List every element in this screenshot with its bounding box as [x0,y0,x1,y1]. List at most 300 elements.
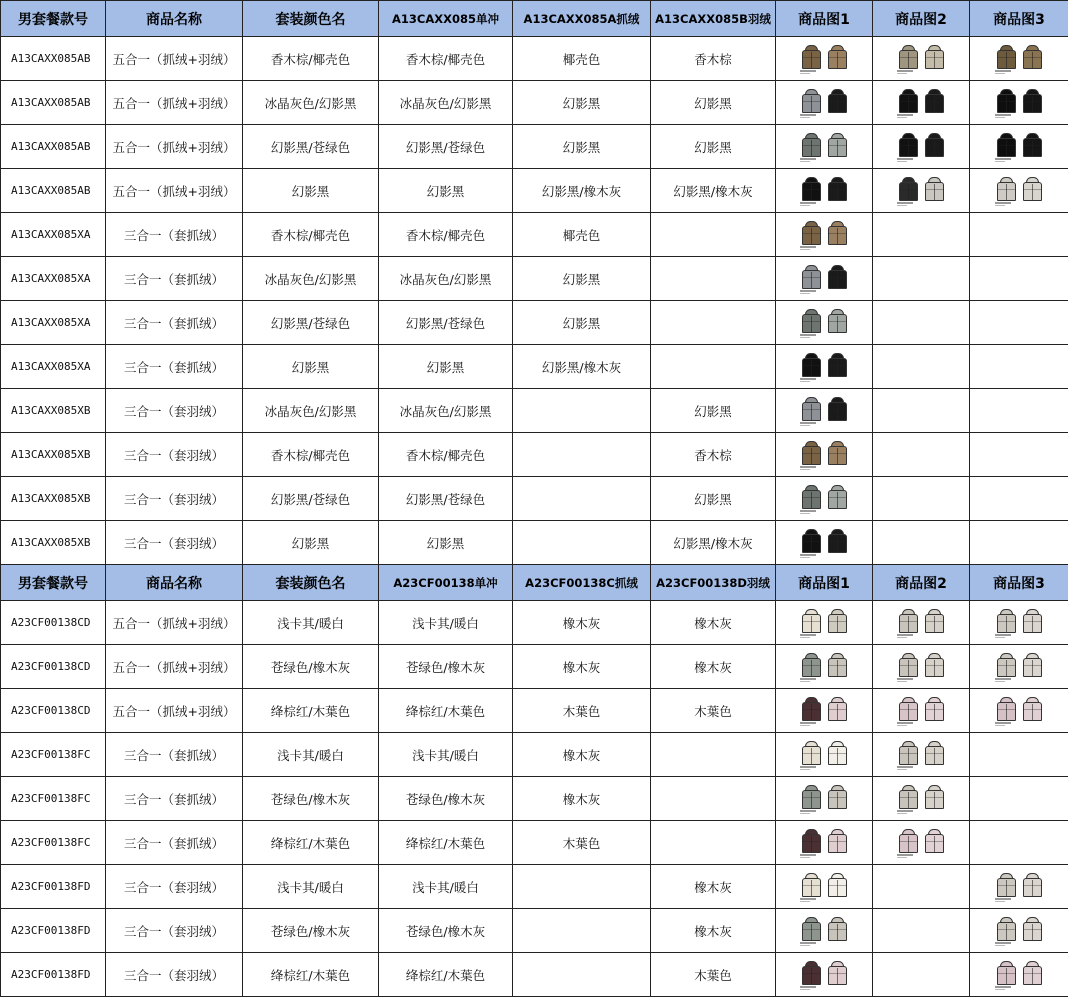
product-name-cell: 三合一（套羽绒） [106,521,243,565]
product-name-cell: 三合一（套抓绒） [106,301,243,345]
jacket-icon [800,917,823,944]
product-image-cell [776,821,873,865]
shell-color-cell: 苍绿色/橡木灰 [379,909,513,953]
product-image-cell [873,81,970,125]
jacket-icon [826,265,849,292]
column-header: 商品图2 [873,565,970,601]
down-color-cell: 幻影黑/橡木灰 [651,169,776,213]
table-row [1,257,1068,301]
shell-color-cell: 幻影黑/苍绿色 [379,477,513,521]
jacket-icon [826,829,849,856]
product-image-cell [873,477,970,521]
shell-color-cell: 香木棕/椰壳色 [379,433,513,477]
jacket-icon [897,741,920,768]
jacket-icon [800,265,823,292]
down-color-cell: 幻影黑 [651,125,776,169]
product-image [970,653,1068,680]
down-color-cell [651,301,776,345]
product-name-cell: 三合一（套抓绒） [106,213,243,257]
table-row [1,389,1068,433]
style-code-cell: A23CF00138FD [1,865,106,909]
down-color-cell [651,345,776,389]
product-image-cell [873,37,970,81]
fleece-color-cell [513,433,651,477]
down-color-cell [651,821,776,865]
jacket-icon [800,89,823,116]
product-image-cell [970,909,1068,953]
jacket-icon [826,785,849,812]
jacket-icon [923,89,946,116]
jacket-icon [1021,609,1044,636]
jacket-icon [826,485,849,512]
fleece-color-cell: 橡木灰 [513,777,651,821]
jacket-icon [1021,177,1044,204]
style-code-cell: A23CF00138CD [1,645,106,689]
jacket-icon [897,653,920,680]
product-image-cell [970,37,1068,81]
jacket-icon [826,353,849,380]
column-header: 商品名称 [106,1,243,37]
down-color-cell: 幻影黑 [651,389,776,433]
jacket-icon [826,697,849,724]
jacket-icon [826,961,849,988]
product-image [873,653,969,680]
column-header: A23CF00138C抓绒 [513,565,651,601]
jacket-icon [800,961,823,988]
table-row [1,433,1068,477]
jacket-icon [995,133,1018,160]
product-image-cell [873,213,970,257]
product-image [776,441,872,468]
down-color-cell: 香木棕 [651,37,776,81]
jacket-icon [826,917,849,944]
product-image-cell [776,777,873,821]
style-code-cell: A23CF00138FD [1,909,106,953]
product-image-cell [776,433,873,477]
shell-color-cell: 幻影黑 [379,521,513,565]
product-image-cell [873,953,970,997]
product-image-cell [873,389,970,433]
jacket-icon [995,609,1018,636]
fleece-color-cell: 木葉色 [513,689,651,733]
jacket-icon [1021,653,1044,680]
product-image-cell [873,733,970,777]
set-color-cell: 幻影黑 [243,521,379,565]
shell-color-cell: 绛棕红/木葉色 [379,953,513,997]
set-color-cell: 幻影黑/苍绿色 [243,477,379,521]
product-image-cell [873,257,970,301]
jacket-icon [826,177,849,204]
style-code-cell: A13CAXX085XA [1,345,106,389]
jacket-icon [826,741,849,768]
product-image-cell [970,301,1068,345]
jacket-icon [800,353,823,380]
down-color-cell: 木葉色 [651,689,776,733]
product-image [776,265,872,292]
jacket-icon [923,653,946,680]
set-color-cell: 绛棕红/木葉色 [243,689,379,733]
jacket-icon [800,697,823,724]
product-image-cell [970,477,1068,521]
product-image-cell [776,125,873,169]
column-header: 商品图1 [776,1,873,37]
product-image-cell [776,909,873,953]
style-code-cell: A13CAXX085XB [1,389,106,433]
shell-color-cell: 幻影黑 [379,345,513,389]
shell-color-cell: 苍绿色/橡木灰 [379,777,513,821]
jacket-icon [923,133,946,160]
column-header: A23CF00138D羽绒 [651,565,776,601]
shell-color-cell: 冰晶灰色/幻影黑 [379,389,513,433]
product-image-cell [970,125,1068,169]
product-image-cell [776,301,873,345]
product-image [776,741,872,768]
table-row [1,125,1068,169]
table-row [1,909,1068,953]
set-color-cell: 香木棕/椰壳色 [243,213,379,257]
jacket-icon [995,961,1018,988]
product-image [776,353,872,380]
jacket-icon [800,441,823,468]
set-color-cell: 冰晶灰色/幻影黑 [243,389,379,433]
product-image-cell [970,777,1068,821]
column-header: 商品名称 [106,565,243,601]
product-image [776,829,872,856]
down-color-cell: 橡木灰 [651,645,776,689]
product-image [776,697,872,724]
product-image-cell [970,257,1068,301]
table-row [1,301,1068,345]
set-color-cell: 苍绿色/橡木灰 [243,777,379,821]
jacket-icon [800,529,823,556]
style-code-cell: A13CAXX085XB [1,433,106,477]
style-code-cell: A13CAXX085XA [1,301,106,345]
product-image [776,961,872,988]
product-image [873,785,969,812]
product-image-cell [776,645,873,689]
product-image [776,529,872,556]
fleece-color-cell: 橡木灰 [513,601,651,645]
fleece-color-cell: 幻影黑 [513,81,651,125]
fleece-color-cell: 木葉色 [513,821,651,865]
jacket-icon [897,609,920,636]
style-code-cell: A23CF00138CD [1,601,106,645]
product-image-cell [970,689,1068,733]
product-image-cell [873,645,970,689]
jacket-icon [826,133,849,160]
fleece-color-cell: 幻影黑/橡木灰 [513,345,651,389]
shell-color-cell: 绛棕红/木葉色 [379,689,513,733]
product-image [776,397,872,424]
product-image-cell [970,345,1068,389]
shell-color-cell: 幻影黑/苍绿色 [379,301,513,345]
jacket-icon [923,609,946,636]
down-color-cell: 香木棕 [651,433,776,477]
product-name-cell: 三合一（套抓绒） [106,257,243,301]
jacket-icon [1021,45,1044,72]
product-name-cell: 三合一（套抓绒） [106,345,243,389]
product-image-cell [970,169,1068,213]
table-row [1,477,1068,521]
column-header: 商品图1 [776,565,873,601]
jacket-icon [995,45,1018,72]
down-color-cell: 木葉色 [651,953,776,997]
table-row [1,689,1068,733]
jacket-icon [923,697,946,724]
product-image-cell [776,953,873,997]
product-image-cell [970,213,1068,257]
table-row [1,865,1068,909]
shell-color-cell: 香木棕/椰壳色 [379,37,513,81]
product-image [776,917,872,944]
table-row [1,777,1068,821]
set-color-cell: 幻影黑 [243,169,379,213]
style-code-cell: A13CAXX085AB [1,37,106,81]
product-image [776,609,872,636]
style-code-cell: A23CF00138FD [1,953,106,997]
product-image-cell [776,37,873,81]
fleece-color-cell: 幻影黑 [513,301,651,345]
set-color-cell: 香木棕/椰壳色 [243,37,379,81]
jacket-icon [800,785,823,812]
jacket-icon [826,609,849,636]
jacket-icon [923,829,946,856]
product-image-cell [970,601,1068,645]
table-row [1,345,1068,389]
set-color-cell: 绛棕红/木葉色 [243,953,379,997]
product-image-cell [776,389,873,433]
product-image-cell [970,953,1068,997]
column-header: 商品图2 [873,1,970,37]
shell-color-cell: 冰晶灰色/幻影黑 [379,257,513,301]
jacket-icon [800,873,823,900]
product-image [873,697,969,724]
shell-color-cell: 浅卡其/暖白 [379,733,513,777]
product-image-cell [873,521,970,565]
product-image [970,961,1068,988]
product-image-cell [776,477,873,521]
product-image-cell [970,733,1068,777]
style-code-cell: A13CAXX085XA [1,213,106,257]
jacket-icon [923,741,946,768]
product-image [776,485,872,512]
style-code-cell: A23CF00138FC [1,821,106,865]
product-image-cell [776,521,873,565]
style-code-cell: A13CAXX085XB [1,521,106,565]
set-color-cell: 幻影黑/苍绿色 [243,125,379,169]
jacket-icon [826,309,849,336]
jacket-icon [800,309,823,336]
jacket-icon [826,873,849,900]
product-name-cell: 三合一（套羽绒） [106,433,243,477]
set-color-cell: 幻影黑/苍绿色 [243,301,379,345]
product-image-cell [776,213,873,257]
column-header: 男套餐款号 [1,1,106,37]
product-name-cell: 五合一（抓绒+羽绒） [106,689,243,733]
product-image-cell [873,865,970,909]
jacket-icon [826,89,849,116]
down-color-cell: 橡木灰 [651,909,776,953]
jacket-icon [826,441,849,468]
jacket-icon [826,221,849,248]
fleece-color-cell [513,521,651,565]
fleece-color-cell [513,865,651,909]
product-image-cell [873,777,970,821]
product-name-cell: 三合一（套抓绒） [106,821,243,865]
header-row [1,565,1068,601]
product-image-cell [873,301,970,345]
product-image-cell [776,81,873,125]
jacket-icon [800,741,823,768]
jacket-icon [923,45,946,72]
set-color-cell: 浅卡其/暖白 [243,865,379,909]
product-image-cell [776,169,873,213]
product-image [970,45,1068,72]
product-image-cell [970,865,1068,909]
header-row [1,1,1068,37]
set-color-cell: 苍绿色/橡木灰 [243,645,379,689]
jacket-icon [1021,697,1044,724]
product-image-cell [873,909,970,953]
product-name-cell: 五合一（抓绒+羽绒） [106,125,243,169]
style-code-cell: A13CAXX085XA [1,257,106,301]
jacket-icon [826,397,849,424]
product-image-cell [873,689,970,733]
fleece-color-cell: 椰壳色 [513,213,651,257]
down-color-cell: 幻影黑 [651,81,776,125]
table-row [1,821,1068,865]
jacket-icon [1021,133,1044,160]
product-image [873,133,969,160]
shell-color-cell: 幻影黑 [379,169,513,213]
product-image-cell [873,821,970,865]
column-header: 商品图3 [970,565,1068,601]
jacket-icon [800,177,823,204]
product-name-cell: 三合一（套羽绒） [106,909,243,953]
jacket-icon [923,177,946,204]
fleece-color-cell: 椰壳色 [513,37,651,81]
jacket-icon [897,89,920,116]
product-image [873,741,969,768]
product-image [873,829,969,856]
product-image-cell [776,257,873,301]
product-image [970,873,1068,900]
down-color-cell: 橡木灰 [651,865,776,909]
style-code-cell: A13CAXX085AB [1,169,106,213]
product-image-cell [776,865,873,909]
set-color-cell: 浅卡其/暖白 [243,733,379,777]
jacket-icon [897,785,920,812]
shell-color-cell: 绛棕红/木葉色 [379,821,513,865]
product-image [776,309,872,336]
column-header: 男套餐款号 [1,565,106,601]
product-image-cell [873,125,970,169]
product-image [873,45,969,72]
jacket-icon [897,133,920,160]
table-row [1,37,1068,81]
table-row [1,521,1068,565]
product-image-cell [776,689,873,733]
product-image-cell [970,645,1068,689]
product-image-cell [970,821,1068,865]
fleece-color-cell: 幻影黑/橡木灰 [513,169,651,213]
jacket-icon [1021,961,1044,988]
set-color-cell: 幻影黑 [243,345,379,389]
jacket-icon [995,177,1018,204]
set-color-cell: 冰晶灰色/幻影黑 [243,81,379,125]
jacket-icon [800,609,823,636]
jacket-icon [800,829,823,856]
style-code-cell: A13CAXX085XB [1,477,106,521]
jacket-icon [1021,917,1044,944]
product-image-cell [873,433,970,477]
product-image [970,177,1068,204]
fleece-color-cell [513,389,651,433]
product-image-cell [970,81,1068,125]
product-name-cell: 五合一（抓绒+羽绒） [106,601,243,645]
table-row [1,645,1068,689]
product-name-cell: 五合一（抓绒+羽绒） [106,37,243,81]
set-color-cell: 绛棕红/木葉色 [243,821,379,865]
product-image-cell [776,733,873,777]
jacket-icon [897,829,920,856]
fleece-color-cell: 橡木灰 [513,733,651,777]
product-name-cell: 三合一（套羽绒） [106,477,243,521]
fleece-color-cell [513,477,651,521]
product-image-cell [776,345,873,389]
product-image-cell [873,601,970,645]
product-image [776,133,872,160]
shell-color-cell: 冰晶灰色/幻影黑 [379,81,513,125]
product-name-cell: 五合一（抓绒+羽绒） [106,645,243,689]
product-name-cell: 三合一（套羽绒） [106,865,243,909]
down-color-cell [651,777,776,821]
product-image [776,221,872,248]
down-color-cell: 橡木灰 [651,601,776,645]
table-row [1,169,1068,213]
style-code-cell: A13CAXX085AB [1,125,106,169]
column-header: A23CF00138单冲 [379,565,513,601]
jacket-icon [995,697,1018,724]
product-name-cell: 三合一（套抓绒） [106,733,243,777]
jacket-icon [826,529,849,556]
product-image [970,133,1068,160]
product-image-cell [970,521,1068,565]
jacket-icon [897,697,920,724]
set-color-cell: 浅卡其/暖白 [243,601,379,645]
product-image [873,177,969,204]
down-color-cell [651,257,776,301]
fleece-color-cell [513,909,651,953]
product-image [970,609,1068,636]
fleece-color-cell: 橡木灰 [513,645,651,689]
product-name-cell: 三合一（套羽绒） [106,389,243,433]
product-name-cell: 五合一（抓绒+羽绒） [106,169,243,213]
table-row [1,81,1068,125]
shell-color-cell: 苍绿色/橡木灰 [379,645,513,689]
product-image [776,653,872,680]
product-name-cell: 三合一（套羽绒） [106,953,243,997]
style-code-cell: A23CF00138CD [1,689,106,733]
product-image-cell [776,601,873,645]
product-image [776,873,872,900]
set-color-cell: 冰晶灰色/幻影黑 [243,257,379,301]
down-color-cell: 幻影黑 [651,477,776,521]
shell-color-cell: 幻影黑/苍绿色 [379,125,513,169]
set-color-cell: 苍绿色/橡木灰 [243,909,379,953]
jacket-icon [897,177,920,204]
column-header: 商品图3 [970,1,1068,37]
